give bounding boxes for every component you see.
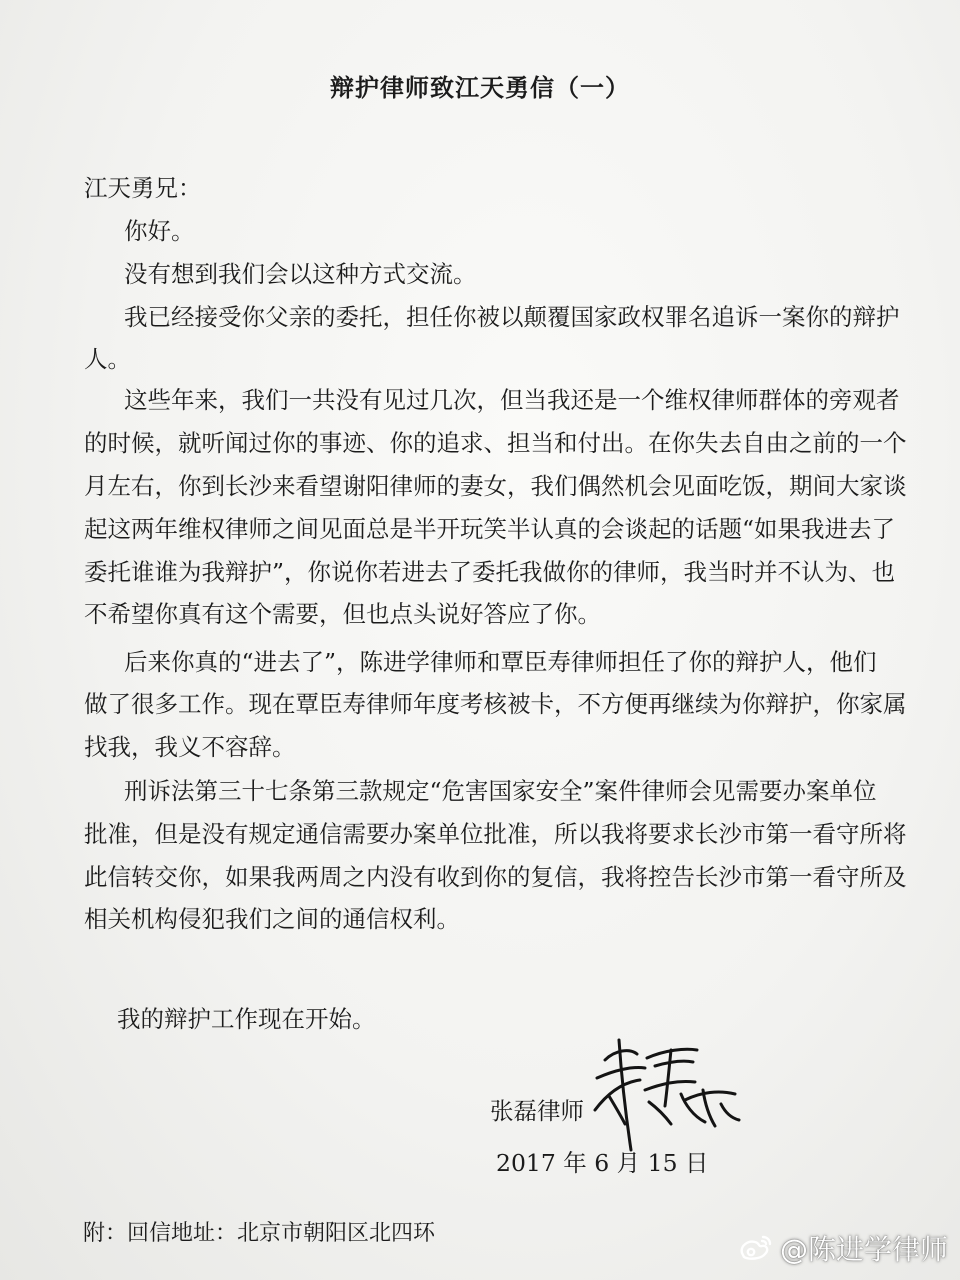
body-line: 相关机构侵犯我们之间的通信权利。 bbox=[84, 905, 460, 933]
body-line: 不希望你真有这个需要，但也点头说好答应了你。 bbox=[84, 600, 601, 628]
letter-date: 2017 年 6 月 15 日 bbox=[496, 1149, 709, 1177]
body-line: 此信转交你，如果我两周之内没有收到你的复信，我将控告长沙市第一看守所及 bbox=[84, 863, 907, 891]
body-line: 月左右，你到长沙来看望谢阳律师的妻女，我们偶然机会见面吃饭，期间大家谈 bbox=[84, 472, 907, 500]
weibo-watermark bbox=[736, 1228, 948, 1268]
body-line: 起这两年维权律师之间见面总是半开玩笑半认真的会谈起的话题“如果我进去了 bbox=[84, 515, 896, 543]
body-line: 我已经接受你父亲的委托，担任你被以颠覆国家政权罪名追诉一案你的辩护 bbox=[124, 303, 900, 331]
body-line: 没有想到我们会以这种方式交流。 bbox=[124, 260, 477, 288]
signer-name: 张磊律师 bbox=[490, 1097, 584, 1125]
attachment-address: 附：回信地址：北京市朝阳区北四环 bbox=[83, 1221, 436, 1246]
handwritten-signature bbox=[585, 1020, 745, 1160]
body-line: 批准，但是没有规定通信需要办案单位批准，所以我将要求长沙市第一看守所将 bbox=[84, 820, 907, 848]
body-line: 人。 bbox=[84, 345, 131, 373]
letter-title: 辩护律师致江天勇信（一） bbox=[330, 73, 630, 102]
closing-line: 我的辩护工作现在开始。 bbox=[117, 1005, 376, 1033]
body-line: 这些年来，我们一共没有见过几次，但当我还是一个维权律师群体的旁观者 bbox=[124, 386, 900, 414]
weibo-icon bbox=[736, 1233, 774, 1263]
body-line: 后来你真的“进去了”，陈进学律师和覃臣寿律师担任了你的辩护人，他们 bbox=[124, 648, 877, 676]
body-line: 找我，我义不容辞。 bbox=[84, 733, 296, 761]
body-line: 做了很多工作。现在覃臣寿律师年度考核被卡，不方便再继续为你辩护，你家属 bbox=[84, 690, 907, 718]
body-line: 刑诉法第三十七条第三款规定“危害国家安全”案件律师会见需要办案单位 bbox=[124, 777, 877, 805]
greeting: 你好。 bbox=[124, 217, 195, 245]
body-line: 的时候，就听闻过你的事迹、你的追求、担当和付出。在你失去自由之前的一个 bbox=[84, 429, 907, 457]
body-line: 委托谁谁为我辩护”，你说你若进去了委托我做你的律师，我当时并不认为、也 bbox=[84, 558, 896, 586]
salutation: 江天勇兄： bbox=[84, 174, 202, 202]
watermark-text: @陈进学律师 bbox=[779, 1233, 948, 1266]
